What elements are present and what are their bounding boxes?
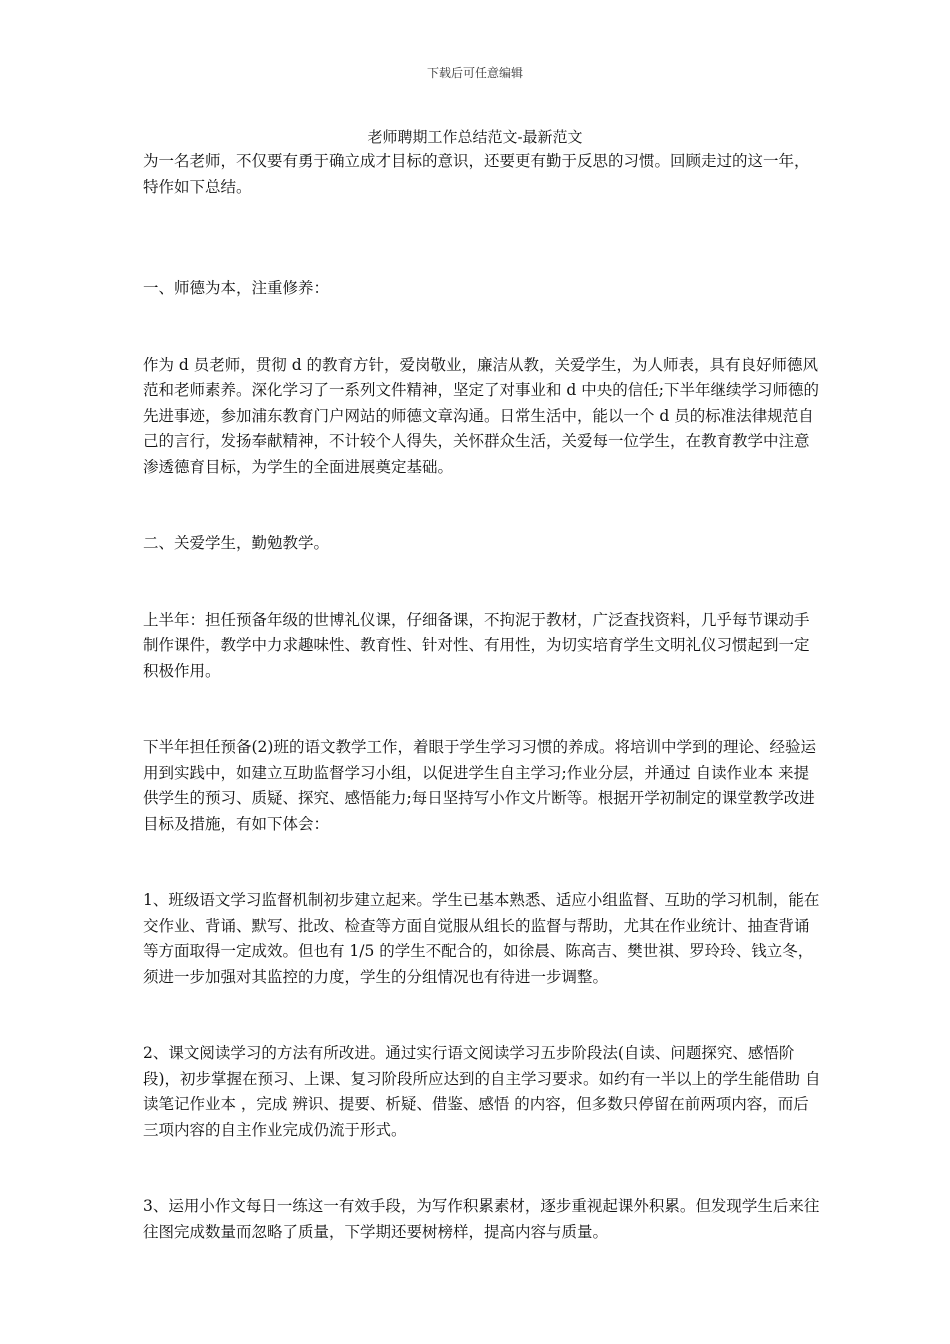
header-note: 下载后可任意编辑 bbox=[426, 66, 523, 80]
paragraph-point-1: 1、班级语文学习监督机制初步建立起来。学生已基本熟悉、适应小组监督、互助的学习机制，能在交作业、背诵、默写、批改、检查等方面自觉服从组长的监督与帮助，尤其在作业统计、抽查背诵等方面取得一定成效。但也有 1/5 的学生不配合的，如徐晨、陈高吉、樊世祺、罗玲玲、钱立冬，须进一步加强对其监控的力度，学生的分组情况也有待进一步调整。 bbox=[143, 891, 820, 986]
section-heading-1: 一、师德为本，注重修养： bbox=[143, 279, 330, 297]
paragraph-second-half: 下半年担任预备(2)班的语文教学工作，着眼于学生学习习惯的养成。将培训中学到的理论、经验运用到实践中，如建立互助监督学习小组，以促进学生自主学习;作业分层，并通过 自读作业本 来提供学生的预习、质疑、探究、感悟能力;每日坚持写小作文片断等。根据开学初制定的课堂教学改进目标及措施，有如下体会： bbox=[143, 738, 816, 833]
document-body bbox=[143, 149, 823, 1245]
paragraph-intro: 为一名老师，不仅要有勇于确立成才目标的意识，还要更有勤于反思的习惯。回顾走过的这一年，特作如下总结。 bbox=[143, 152, 810, 196]
section-heading-2: 二、关爱学生，勤勉教学。 bbox=[143, 534, 330, 552]
paragraph-point-2: 2、课文阅读学习的方法有所改进。通过实行语文阅读学习五步阶段法(自读、问题探究、感悟阶段)，初步掌握在预习、上课、复习阶段所应达到的自主学习要求。如约有一半以上的学生能借助 自读笔记作业本 ，完成 辨识、提要、析疑、借鉴、感悟 的内容，但多数只停留在前两项内容，而后三项内容的自主作业完成仍流于形式。 bbox=[143, 1044, 821, 1139]
document-title: 老师聘期工作总结范文-最新范文 bbox=[367, 128, 583, 146]
paragraph-point-3: 3、运用小作文每日一练这一有效手段，为写作积累素材，逐步重视起课外积累。但发现学生后来往往图完成数量而忽略了质量，下学期还要树榜样，提高内容与质量。 bbox=[143, 1197, 820, 1241]
paragraph-first-half: 上半年：担任预备年级的世博礼仪课，仔细备课，不拘泥于教材，广泛查找资料，几乎每节课动手制作课件，教学中力求趣味性、教育性、针对性、有用性，为切实培育学生文明礼仪习惯起到一定积极作用。 bbox=[143, 610, 810, 680]
paragraph-ethics: 作为 d 员老师，贯彻 d 的教育方针，爱岗敬业，廉洁从教，关爱学生，为人师表，具有良好师德风范和老师素养。深化学习了一系列文件精神，坚定了对事业和 d 中央的信任;下半年继续学习师德的先进事迹，参加浦东教育门户网站的师德文章沟通。日常生活中，能以一个 d 员的标准法律规范自己的言行，发扬奉献精神，不计较个人得失，关怀群众生活，关爱每一位学生，在教育教学中注意渗透德育目标，为学生的全面进展奠定基础。 bbox=[143, 355, 820, 476]
